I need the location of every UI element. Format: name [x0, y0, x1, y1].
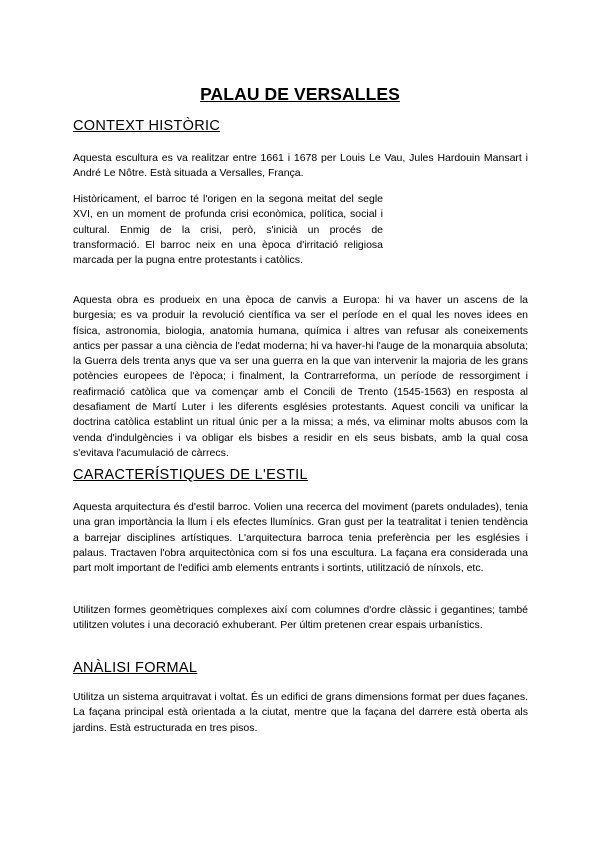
paragraph-style-features: Aquesta arquitectura és d'estil barroc. Volien una recerca del moviment (parets ondulades), tenia una gran importància la llum i els efectes llumínics. Gran gust per la teatralitat i tenien tendència a barrejar disciplines artístiques. L'arquitectura barroca tenia preferència per les esglésies i palaus. Tractaven l'obra arquitectònica com si fos una escultura. La façana era considerada una part molt important de l'edifici amb elements entrants i sortints, utilització de nínxols, etc. — [73, 501, 528, 575]
paragraph-geometric-forms: Utilitzen formes geomètriques complexes així com columnes d'ordre clàssic i gegantines; també utilitzen volutes i una decoració exhuberant. Per últim pretenen crear espais urbanístics. — [73, 604, 528, 632]
section-heading-context: CONTEXT HISTÒRIC — [73, 118, 221, 134]
section-heading-formal: ANÀLISI FORMAL — [73, 660, 198, 676]
paragraph-baroque-origin: Històricament, el barroc té l'origen en la segona meitat del segle XVI, en un moment de profunda crisi econòmica, política, social i cultural. Enmig de la crisi, però, s'inicià un procés de transformació. El barroc neix en una època d'irritació religiosa marcada per la pugna entre protestants i catòlics. — [73, 193, 383, 267]
section-heading-style: CARACTERÍSTIQUES DE L'ESTIL — [73, 467, 308, 483]
paragraph-formal-analysis: Utilitza un sistema arquitravat i voltat. És un edifici de grans dimensions format per dues façanes. La façana principal està orientada a la ciutat, mentre que la façana del darrere està oberta als jardins. Està estructurada en tres pisos. — [73, 691, 528, 734]
paragraph-european-changes: Aquesta obra es produeix en una època de canvis a Europa: hi va haver un ascens de la burgesia; es va produir la revolució científica va ser el període en el qual les noves idees en física, astronomia, biologia, anatomia humana, química i altres van refusar als coneixements antics per passar a una ciència de l'edat moderna; hi va haver-hi l'auge de la monarquia absoluta; la Guerra dels trenta anys que va ser una guerra en la que van intervenir la majoria de les grans potències europees de l'època; i finalment, la Contrarreforma, un període de ressorgiment i reafirmació catòlica que va començar amb el Concili de Trento (1545-1563) en resposta al desafiament de Martí Luter i les diferents esglésies protestants. Aquest concili va unificar la doctrina catòlica establint un ritual únic per a la missa; a més, va eliminar molts abusos com la venda d'indulgències i va obligar els bisbes a residir en els seus bisbats, amb la qual cosa s'evitava l'acumulació de càrrecs. — [73, 294, 528, 459]
page-title: PALAU DE VERSALLES — [200, 84, 400, 104]
paragraph-authorship: Aquesta escultura es va realitzar entre 1661 i 1678 per Louis Le Vau, Jules Hardouin Mansart i André Le Nôtre. Està situada a Versalles, França. — [73, 152, 528, 180]
